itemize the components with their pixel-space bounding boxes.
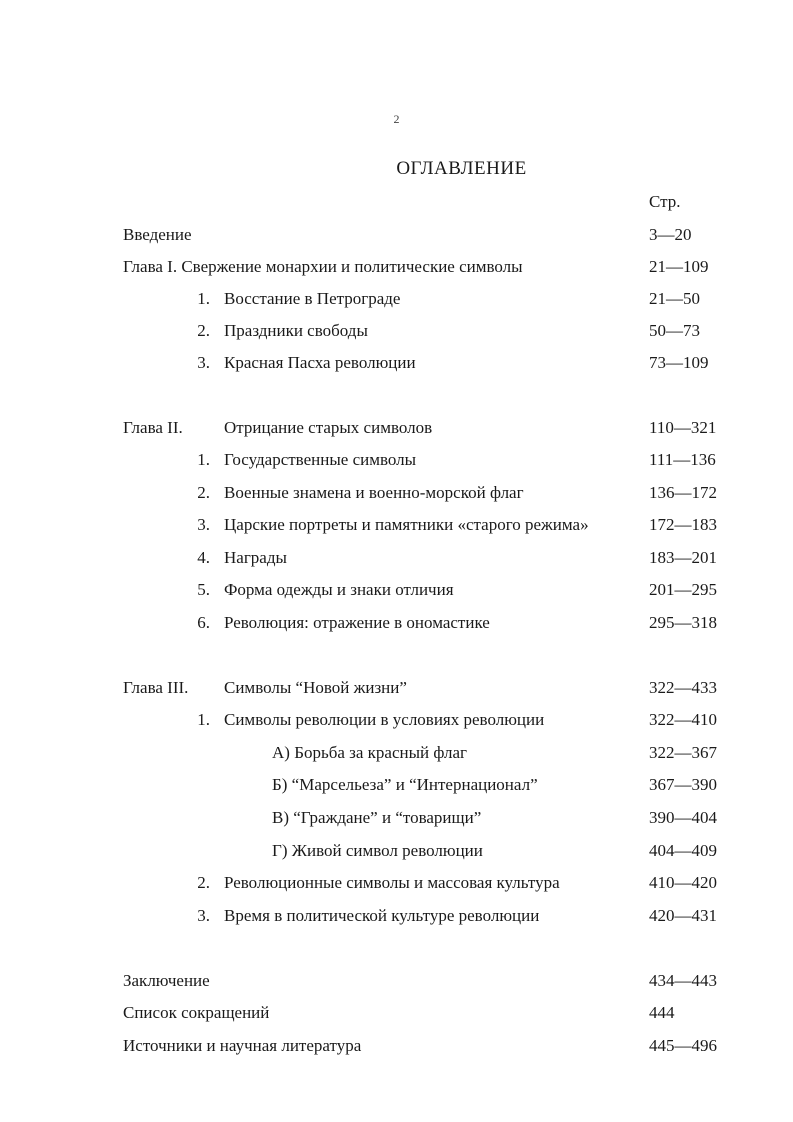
toc-entry-number: 1. (197, 450, 210, 469)
toc-entry-title: Праздники свободы (224, 321, 368, 340)
toc-entry-chapter-1-section-3 (0, 348, 793, 378)
toc-chapter-label: Глава III. (123, 678, 189, 697)
toc-entry-number: 5. (197, 580, 210, 599)
page-number: 2 (393, 112, 400, 126)
toc-entry-title: Красная Пасха революции (224, 353, 416, 372)
toc-entry-chapter-3-section-2 (0, 868, 793, 898)
toc-entry-chapter-2-section-1 (0, 445, 793, 475)
toc-entry-pages: 50—73 (649, 321, 700, 340)
toc-entry-title: Символы “Новой жизни” (224, 678, 407, 697)
toc-entry-pages: 110—321 (649, 418, 717, 437)
toc-entry-title: Список сокращений (123, 1003, 270, 1022)
toc-entry-chapter-1-section-2 (0, 316, 793, 346)
toc-entry-number: 1. (197, 710, 210, 729)
toc-entry-chapter-3-subsection-c (0, 803, 793, 833)
toc-entry-conclusion (0, 966, 793, 996)
toc-entry-pages: 322—367 (649, 743, 717, 762)
toc-entry-number: 3. (197, 515, 210, 534)
toc-entry-number: 2. (197, 873, 210, 892)
toc-entry-chapter-3-subsection-b (0, 770, 793, 800)
toc-title: ОГЛАВЛЕНИЕ (396, 158, 527, 179)
toc-entry-intro (0, 220, 793, 250)
toc-entry-number: 3. (197, 906, 210, 925)
toc-entry-title: Награды (224, 548, 287, 567)
toc-entry-sources (0, 1031, 793, 1061)
toc-entry-chapter-2 (0, 413, 793, 443)
toc-entry-title: Время в политической культуре революции (224, 906, 540, 925)
toc-entry-chapter-1-section-1 (0, 284, 793, 314)
toc-entry-pages: 172—183 (649, 515, 717, 534)
toc-entry-chapter-3-subsection-d (0, 836, 793, 866)
toc-entry-title: А) Борьба за красный флаг (272, 743, 467, 762)
toc-chapter-label: Глава II. (123, 418, 183, 437)
toc-entry-pages: 420—431 (649, 906, 717, 925)
toc-entry-title: Заключение (123, 971, 210, 990)
toc-entry-title: Царские портреты и памятники «старого режима» (224, 515, 589, 534)
toc-entry-title: Революционные символы и массовая культура (224, 873, 560, 892)
toc-entry-pages: 21—109 (649, 257, 709, 276)
toc-entry-chapter-2-section-2 (0, 478, 793, 508)
toc-entry-pages: 434—443 (649, 971, 717, 990)
toc-entry-pages: 3—20 (649, 225, 692, 244)
toc-entry-number: 2. (197, 483, 210, 502)
pages-header: Стр. (649, 192, 681, 211)
toc-entry-pages: 410—420 (649, 873, 717, 892)
toc-entry-title: В) “Граждане” и “товарищи” (272, 808, 482, 827)
toc-entry-title: Революция: отражение в ономастике (224, 613, 490, 632)
toc-entry-title: Государственные символы (224, 450, 417, 469)
toc-entry-pages: 390—404 (649, 808, 717, 827)
toc-entry-pages: 73—109 (649, 353, 709, 372)
toc-entry-title: Б) “Марсельеза” и “Интернационал” (272, 775, 538, 794)
pages-header-row (0, 187, 793, 217)
toc-entry-chapter-2-section-6 (0, 608, 793, 638)
toc-entry-chapter-2-section-5 (0, 575, 793, 605)
toc-entry-number: 2. (197, 321, 210, 340)
toc-entry-title: Отрицание старых символов (224, 418, 433, 437)
toc-entry-chapter-3-section-3 (0, 901, 793, 931)
toc-entry-number: 1. (197, 289, 210, 308)
toc-entry-pages: 445—496 (649, 1036, 717, 1055)
toc-entry-number: 3. (197, 353, 210, 372)
toc-entry-abbreviations (0, 998, 793, 1028)
toc-entry-pages: 295—318 (649, 613, 717, 632)
toc-entry-title: Восстание в Петрограде (224, 289, 401, 308)
toc-entry-number: 6. (197, 613, 210, 632)
toc-entry-chapter-1 (0, 252, 793, 282)
toc-entry-pages: 136—172 (649, 483, 717, 502)
toc-entry-chapter-2-section-3 (0, 510, 793, 540)
toc-entry-title: Символы революции в условиях революции (224, 710, 545, 729)
toc-entry-chapter-2-section-4 (0, 543, 793, 573)
toc-entry-pages: 111—136 (649, 450, 716, 469)
toc-entry-pages: 444 (649, 1003, 675, 1022)
toc-entry-pages: 404—409 (649, 841, 717, 860)
toc-entry-title: Форма одежды и знаки отличия (224, 580, 454, 599)
toc-entry-title: Источники и научная литература (123, 1036, 362, 1055)
toc-entry-title: Введение (123, 225, 192, 244)
toc-entry-title: Г) Живой символ революции (272, 841, 483, 860)
toc-entry-pages: 322—410 (649, 710, 717, 729)
toc-entry-pages: 183—201 (649, 548, 717, 567)
toc-entry-chapter-3 (0, 673, 793, 703)
toc-entry-chapter-3-subsection-a (0, 738, 793, 768)
toc-entry-pages: 322—433 (649, 678, 717, 697)
toc-entry-title: Глава I. Свержение монархии и политические символы (123, 257, 523, 276)
toc-entry-pages: 201—295 (649, 580, 717, 599)
toc-entry-chapter-3-section-1 (0, 705, 793, 735)
toc-entry-pages: 21—50 (649, 289, 700, 308)
toc-entry-number: 4. (197, 548, 210, 567)
toc-entry-title: Военные знамена и военно-морской флаг (224, 483, 524, 502)
toc-entry-pages: 367—390 (649, 775, 717, 794)
